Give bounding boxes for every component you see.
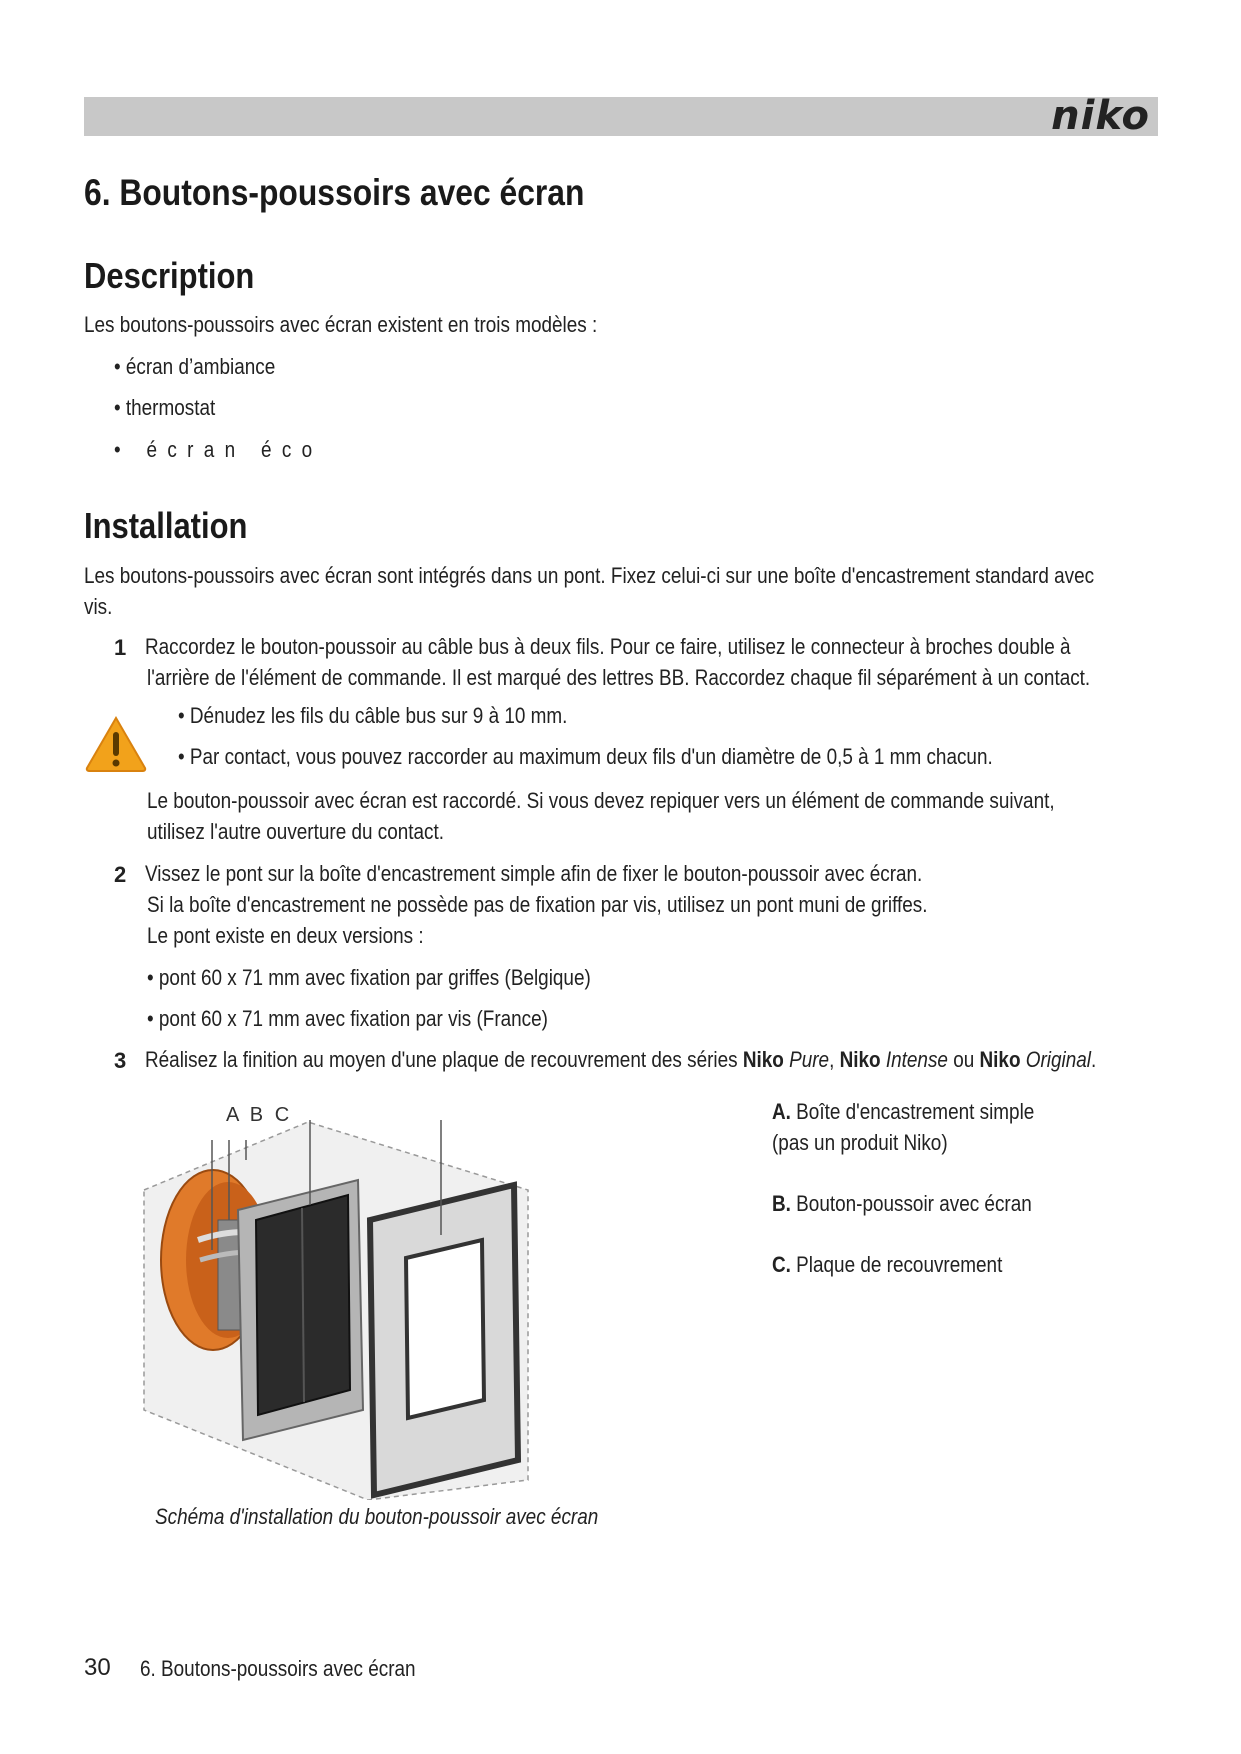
list-item: • écran d’ambiance [114, 354, 276, 379]
step3-text: Réalisez la finition au moyen d'une plaque de recouvrement des séries Niko Pure, Niko Intense ou Niko Original. [145, 1047, 1097, 1072]
step-number: 1 [114, 635, 127, 660]
niko-logo: niko [1051, 93, 1150, 139]
header-bar [84, 93, 1158, 139]
legend-item-b: B. Bouton-poussoir avec écran [772, 1191, 1032, 1216]
warning-icon [84, 714, 148, 774]
step1-note-cont: utilisez l'autre ouverture du contact. [147, 819, 445, 844]
installation-intro: Les boutons-poussoirs avec écran sont intégrés dans un pont. Fixez celui-ci sur une boîte d'encastrement standard avec [84, 563, 1095, 588]
step1-text-cont: l'arrière de l'élément de commande. Il est marqué des lettres BB. Raccordez chaque fil séparément à un contact. [147, 665, 1091, 690]
chapter-title: 6. Boutons-poussoirs avec écran [84, 172, 585, 213]
page-number: 30 [84, 1654, 111, 1681]
figure-caption: Schéma d'installation du bouton-poussoir avec écran [155, 1504, 599, 1529]
step2-text: Vissez le pont sur la boîte d'encastrement simple afin de fixer le bouton-poussoir avec écran. [145, 861, 923, 886]
step2-text-cont: Le pont existe en deux versions : [147, 923, 424, 948]
step2-text-cont: Si la boîte d'encastrement ne possède pas de fixation par vis, utilisez un pont muni de griffes. [147, 892, 928, 917]
legend-item-a: A. Boîte d'encastrement simple [772, 1099, 1035, 1124]
figure-labels: A B C [226, 1104, 293, 1126]
step2-bullet: • pont 60 x 71 mm avec fixation par vis (France) [147, 1006, 548, 1031]
footer-section: 6. Boutons-poussoirs avec écran [140, 1656, 416, 1681]
installation-intro-cont: vis. [84, 594, 113, 619]
step1-text: Raccordez le bouton-poussoir au câble bus à deux fils. Pour ce faire, utilisez le connecteur à broches double à [145, 634, 1071, 659]
warning-item: • Par contact, vous pouvez raccorder au maximum deux fils d'un diamètre de 0,5 à 1 mm chacun. [178, 744, 993, 769]
warning-item: • Dénudez les fils du câble bus sur 9 à 10 mm. [178, 703, 568, 728]
step2-bullet: • pont 60 x 71 mm avec fixation par griffes (Belgique) [147, 965, 591, 990]
list-item: • thermostat [114, 395, 216, 420]
step-number: 3 [114, 1048, 127, 1073]
description-heading: Description [84, 255, 255, 296]
installation-heading: Installation [84, 505, 248, 546]
legend-item-a-cont: (pas un produit Niko) [772, 1130, 948, 1155]
description-intro: Les boutons-poussoirs avec écran existent en trois modèles : [84, 312, 598, 337]
installation-diagram [138, 1100, 598, 1500]
list-item: • écran éco [114, 437, 323, 462]
step1-note: Le bouton-poussoir avec écran est raccordé. Si vous devez repiquer vers un élément de commande suivant, [147, 788, 1055, 813]
legend-item-c: C. Plaque de recouvrement [772, 1252, 1003, 1277]
step-number: 2 [114, 862, 127, 887]
